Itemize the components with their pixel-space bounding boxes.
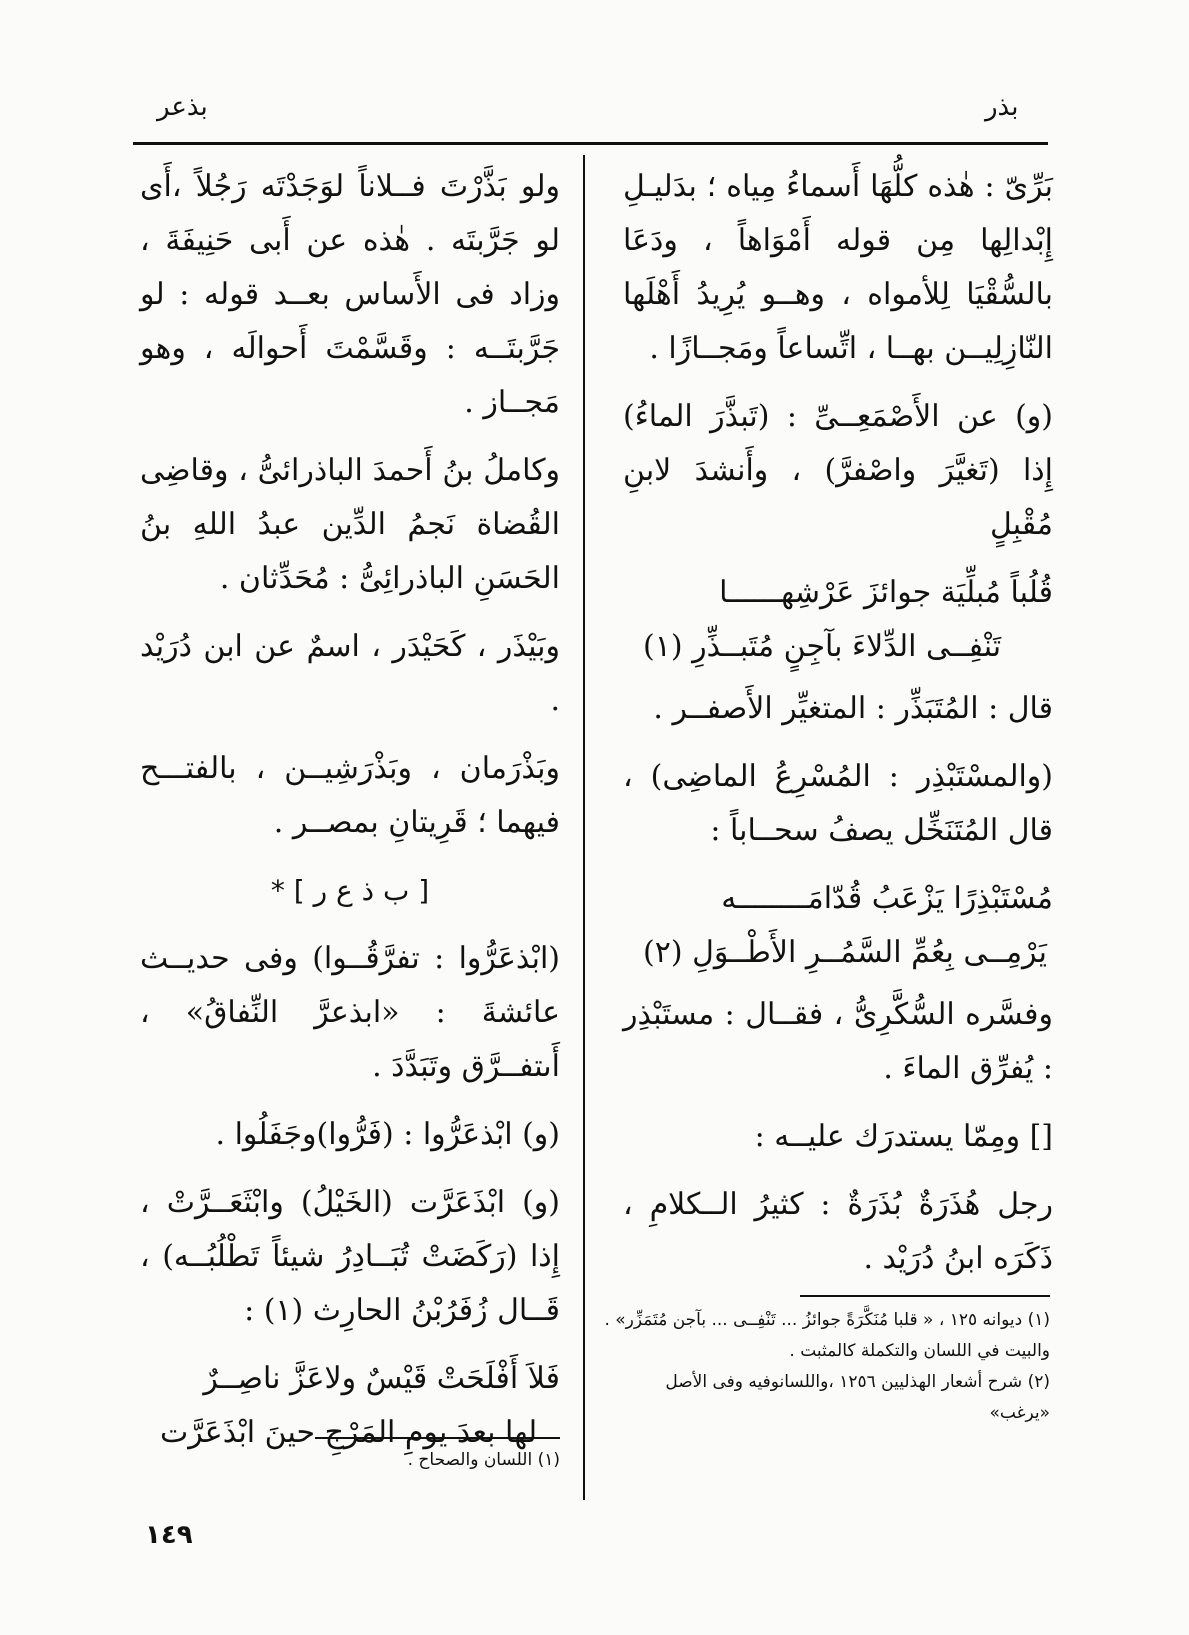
header-rule — [133, 142, 1048, 145]
paragraph: وكاملُ بنُ أَحمدَ الباذرائىُّ ، وقاضِى القُضاة نَجمُ الدِّين عبدُ اللهِ بنُ الحَسَنِ الباذرائِىُّ : مُحَدِّثان . — [140, 453, 560, 596]
verse-hemistich-second: يَرْمِــى بِعُمِّ السَّمُــرِ الأَطْــوَلِ (٢) — [643, 935, 1047, 970]
paragraph: وفسَّره السُّكَّرِىُّ ، فقــال : مستَبْذِر : يُفرِّق الماءَ . — [623, 997, 1053, 1086]
entry-heading: [ ب ذ ع ر ] * — [270, 874, 430, 907]
verse-hemistich-first: فَلاَ أَفْلَحَتْ قَيْسٌ ولاعَزَّ ناصِــرٌ — [203, 1361, 560, 1396]
paragraph: بَرِّىّ : هٰذه كلُّهَا أَسماءُ مِياه ؛ بدَليـلِ إِبْدالِها مِن قوله أَمْوَاهاً ، ودَعَا بالسُّقْيَا لِلأمواه ، وهــو يُرِيدُ أَهْلَها النّازِلِيــن بهــا ، اتِّساعاً ومَجــازًا . — [623, 169, 1053, 366]
page-number: ١٤٩ — [145, 1520, 193, 1550]
footnotes-right — [600, 1305, 1050, 1429]
column-divider — [583, 155, 585, 1500]
paragraph: وبَذْرَمان ، وبَذْرَشِيــن ، بالفتـــح فيهما ؛ قَرِيتانِ بمصــر . — [140, 751, 560, 840]
footnote: (١) ديوانه ١٢٥ ، « قلبا مُنَكَّرَةً جوائزُ ... تَنْفِــى ... بآجن مُتَمَزِّر» . والبيت في اللسان والتكملة كالمثبت . — [604, 1310, 1050, 1361]
paragraph: (و) عن الأَصْمَعِــىِّ : (تَبذَّرَ الماءُ) إِذا (تَغيَّرَ واصْفرَّ) ، وأَنشدَ لابنِ مُقْبِلٍ — [623, 399, 1053, 542]
verse-hemistich-second: تَنْفِــى الدِّلاءَ بآجِنٍ مُتَبــذِّرِ (١) — [643, 629, 1002, 664]
paragraph: [] ومِمّا يستدرَك عليــه : — [754, 1119, 1053, 1154]
paragraph: رجل هُذَرَةٌ بُذَرَةٌ : كثيرُ الــكلامِ ، ذَكَرَه ابنُ دُرَيْد . — [623, 1187, 1053, 1276]
paragraph: قال : المُتَبَذِّر : المتغيِّر الأَصفــر . — [653, 691, 1053, 726]
running-header-left: بذعر — [157, 92, 208, 122]
verse-hemistich-first: مُسْتَبْذِرًا يَزْعَبُ قُدّامَــــــــه — [721, 881, 1053, 916]
paragraph: (ابْذعَرُّوا : تفرَّقُــوا) وفى حديــث عائشةَ : «ابذعرَّ النِّفاقُ» ، أَىتفــرَّق وتَبَدَّدَ . — [140, 941, 560, 1084]
verse-hemistich-first: قُلُباً مُبلِّيَة جوائزَ عَرْشِهــــــا — [719, 575, 1053, 610]
right-column — [623, 160, 1053, 1300]
footnote: (٢) شرح أشعار الهذليين ١٢٥٦ ،واللسانوفيه وفى الأصل «يرغب» — [665, 1372, 1050, 1423]
paragraph: (و) ابْذعَرُّوا : (فَرُّوا)وجَفَلُوا . — [215, 1117, 560, 1152]
paragraph: ولو بَذَّرْتَ فــلاناً لوَجَدْتَه رَجُلاً ،أَى لو جَرَّبتَه . هٰذه عن أَبى حَنِيفَةَ ، وزاد فى الأَساس بعــد قوله : لو جَرَّبتَــه : وقَسَّمْتَ أَحوالَه ، وهو مَجــاز . — [140, 169, 560, 420]
footnote-rule-left — [315, 1437, 560, 1439]
verse-hemistich-second: لها بعدَ يومِ المَرْجِ حينَ ابْذَعَرَّت — [160, 1415, 538, 1450]
footnotes-left — [300, 1445, 560, 1476]
footnote-rule-right — [800, 1295, 1050, 1297]
left-column — [140, 160, 560, 1468]
running-header-right: بذر — [985, 92, 1019, 122]
paragraph: (و) ابْذَعَرَّت (الخَيْلُ) وابْثَعَــرَّتْ ، إِذا (رَكَضَتْ تُبَــادِرُ شيئاً تَطْلُبُــه) ، قَــال زُفَرُبْنُ الحارِث (١) : — [140, 1185, 560, 1328]
footnote: (١) اللسان والصحاح . — [407, 1450, 560, 1470]
paragraph: (والمسْتَبْذِر : المُسْرِعُ الماضِى) ، قال المُتَنَخِّل يصفُ سحــاباً : — [623, 759, 1053, 848]
paragraph: وبَيْذَر ، كَحَيْدَر ، اسمٌ عن ابن دُرَيْد . — [140, 629, 560, 718]
